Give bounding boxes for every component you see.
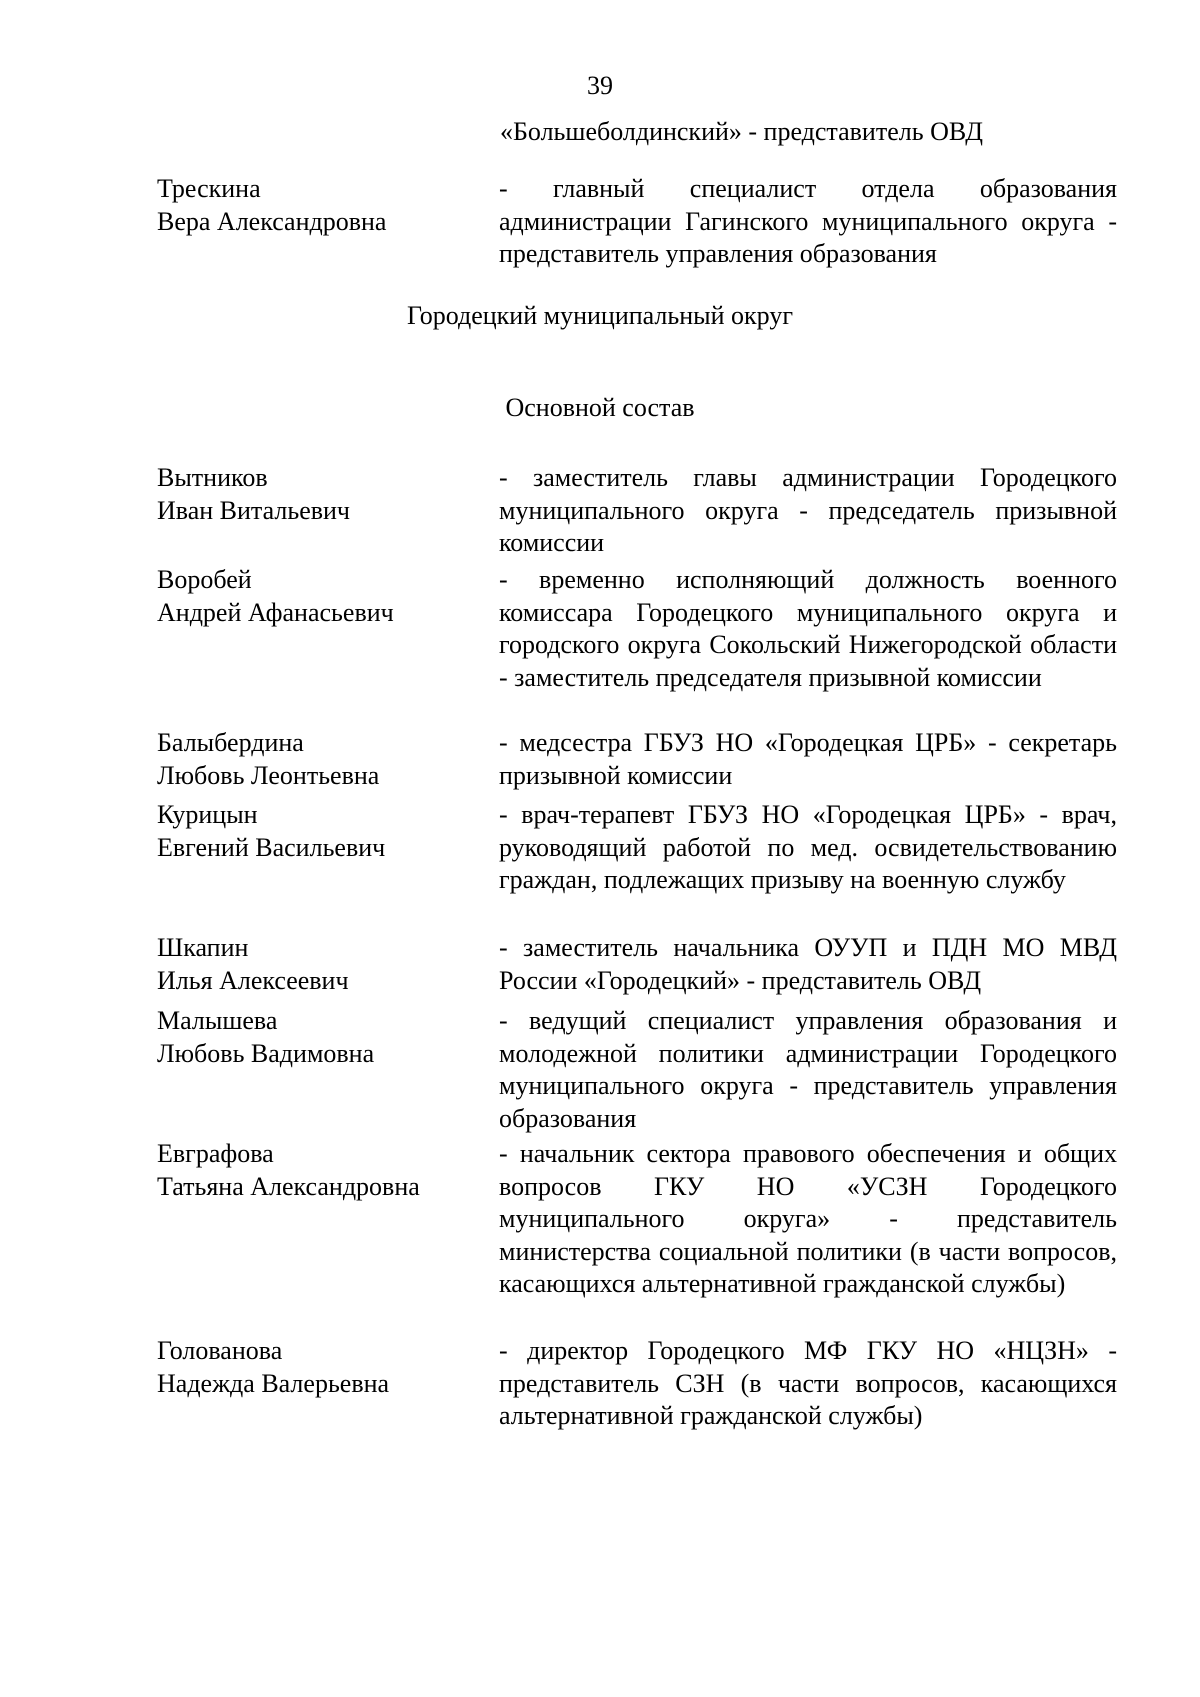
member-given-names: Любовь Леонтьевна <box>157 760 380 790</box>
subsection-title: Основной состав <box>505 393 695 422</box>
member-given-names: Илья Алексеевич <box>157 965 349 995</box>
page-number: 39 <box>587 71 613 100</box>
member-surname: Балыбердина <box>157 728 304 757</box>
member-role: - медсестра ГБУЗ НО «Городецкая ЦРБ» - секретарь призывной комиссии <box>499 728 1117 790</box>
member-surname: Голованова <box>157 1336 283 1365</box>
member-surname: Евграфова <box>157 1139 274 1168</box>
member-name <box>157 173 477 238</box>
member-role: - директор Городецкого МФ ГКУ НО «НЦЗН» - представитель СЗН (в части вопросов, касающихся альтернативной гражданской службы) <box>499 1336 1117 1430</box>
member-name <box>157 727 477 792</box>
member-given-names: Любовь Вадимовна <box>157 1038 375 1068</box>
member-role: - начальник сектора правового обеспечения и общих вопросов ГКУ НО «УСЗН Городецкого муниципального округа» - представитель министерства социальной политики (в части вопросов, касающихся альтернативной гражданской службы) <box>499 1139 1117 1298</box>
member-role: - временно исполняющий должность военного комиссара Городецкого муниципального округа и городского округа Сокольский Нижегородской области - заместитель председателя призывной комиссии <box>499 565 1117 692</box>
member-name <box>157 932 477 997</box>
member-name <box>157 1138 477 1203</box>
member-given-names: Евгений Васильевич <box>157 832 386 862</box>
member-surname: Курицын <box>157 800 258 829</box>
member-given-names: Надежда Валерьевна <box>157 1368 390 1398</box>
member-role: - главный специалист отдела образования администрации Гагинского муниципального округа - представитель управления образования <box>499 174 1117 268</box>
district-title: Городецкий муниципальный округ <box>406 301 793 330</box>
member-name <box>157 1005 477 1070</box>
member-role: - врач-терапевт ГБУЗ НО «Городецкая ЦРБ» - врач, руководящий работой по мед. освидетельствованию граждан, подлежащих призыву на военную службу <box>499 800 1117 894</box>
member-surname: Воробей <box>157 565 252 594</box>
member-surname: Трескина <box>157 174 261 203</box>
continued-role-text: «Большеболдинский» - представитель ОВД <box>500 117 983 146</box>
member-name <box>157 564 477 629</box>
member-given-names: Иван Витальевич <box>157 495 351 525</box>
member-role: - ведущий специалист управления образования и молодежной политики администрации Городецкого муниципального округа - представитель управления образования <box>499 1006 1117 1133</box>
member-surname: Вытников <box>157 463 268 492</box>
member-role: - заместитель главы администрации Городецкого муниципального округа - председатель призывной комиссии <box>499 463 1117 557</box>
member-given-names: Татьяна Александровна <box>157 1171 420 1201</box>
member-name <box>157 1335 477 1400</box>
member-given-names: Андрей Афанасьевич <box>157 597 394 627</box>
member-name <box>157 462 477 527</box>
member-surname: Малышева <box>157 1006 278 1035</box>
member-given-names: Вера Александровна <box>157 206 387 236</box>
member-role: - заместитель начальника ОУУП и ПДН МО МВД России «Городецкий» - представитель ОВД <box>499 933 1117 995</box>
member-surname: Шкапин <box>157 933 249 962</box>
member-name <box>157 799 477 864</box>
